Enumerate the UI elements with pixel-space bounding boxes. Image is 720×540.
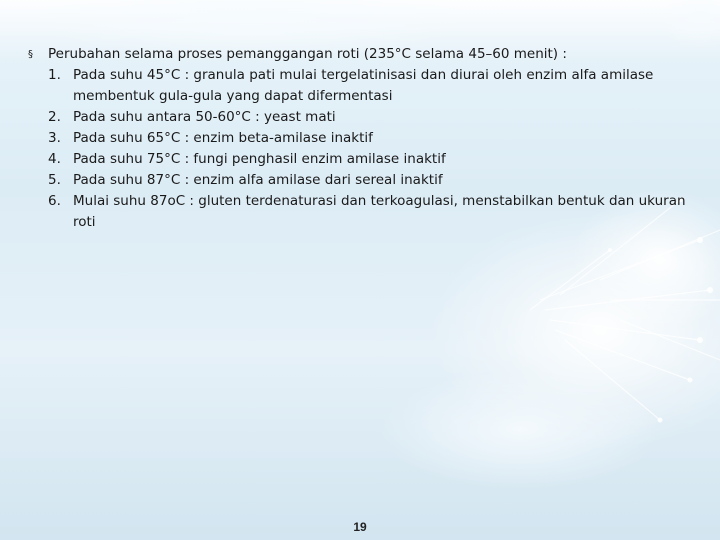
list-number: 6. <box>48 193 61 209</box>
list-item-text: Mulai suhu 87oC : gluten terdenaturasi dan terkoagulasi, menstabilkan bentuk dan ukuran roti <box>73 193 686 230</box>
steps-list <box>28 65 698 233</box>
list-item <box>28 107 698 128</box>
list-number: 5. <box>48 172 61 188</box>
list-item-text: Pada suhu 65°C : enzim beta-amilase inaktif <box>73 130 373 146</box>
list-item-text: Pada suhu 87°C : enzim alfa amilase dari sereal inaktif <box>73 172 443 188</box>
list-item <box>28 191 698 233</box>
list-item <box>28 170 698 191</box>
list-item <box>28 128 698 149</box>
list-item-text: Pada suhu 75°C : fungi penghasil enzim amilase inaktif <box>73 151 446 167</box>
list-number: 4. <box>48 151 61 167</box>
square-bullet-icon: § <box>28 49 33 60</box>
bullet-heading <box>28 44 698 65</box>
slide-body <box>28 44 698 233</box>
list-item-text: Pada suhu 45°C : granula pati mulai tergelatinisasi dan diurai oleh enzim alfa amilase membentuk gula-gula yang dapat difermentasi <box>73 67 654 104</box>
list-item <box>28 149 698 170</box>
heading-text: Perubahan selama proses pemanggangan roti (235°C selama 45–60 menit) : <box>48 46 567 62</box>
list-item-text: Pada suhu antara 50-60°C : yeast mati <box>73 109 336 125</box>
list-number: 3. <box>48 130 61 146</box>
list-number: 2. <box>48 109 61 125</box>
list-item <box>28 65 698 107</box>
page-number: 19 <box>353 520 367 534</box>
list-number: 1. <box>48 67 61 83</box>
